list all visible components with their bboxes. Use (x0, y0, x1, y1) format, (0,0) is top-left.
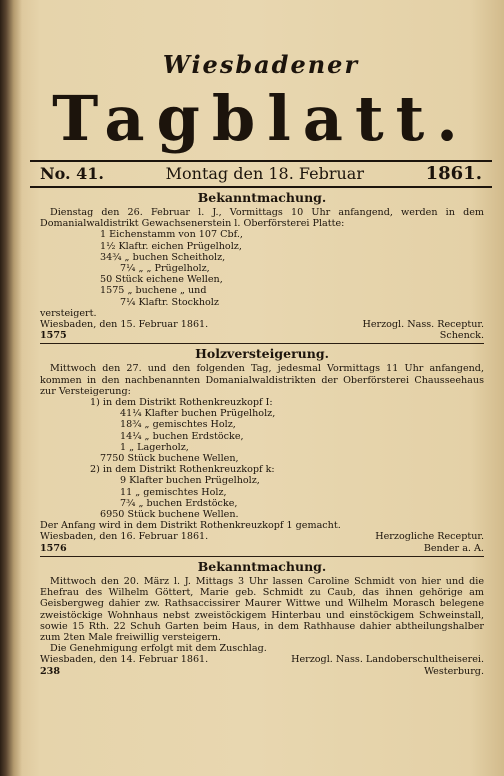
issue-date: Montag den 18. Februar (165, 164, 364, 183)
list-item: 7750 Stück buchene Wellen, (100, 453, 239, 465)
notice-number-row (40, 330, 484, 341)
list-item: 7¼ „ „ Prügelholz, (120, 263, 210, 275)
issue-year: 1861. (425, 163, 482, 184)
notice-heading: Bekanntmachung. (197, 190, 327, 205)
notice-body: Mittwoch den 20. März l. J. Mittags 3 Uhr lassen Caroline Schmidt von hier und die Ehefrau des Wilhelm Göttert, Marie geb. Schmidt zu Caub, das ihnen gehörige am Geisbergweg dahier zw. Rathsaccissirer Maurer Wittwe und Wilhelm Morasch belegene zweistöckige Wohnhaus nebst zweistöckigem Hinterbau und einstöckigem Schweinstall, sowie 15 Rth. 22 Schuh Garten beim Haus, in dem Rathhause dahier abtheilungshalber zum 2ten Male freiwillig versteigern. (40, 575, 484, 643)
notice-signature-row (40, 531, 484, 542)
list-item: 1 Eichenstamm von 107 Cbf., (100, 229, 243, 241)
list-item: 11 „ gemischtes Holz, (120, 486, 227, 498)
notice-heading: Holzversteigerung. (195, 346, 329, 362)
book-spine (0, 0, 22, 776)
notice-heading: Bekanntmachung. (197, 558, 327, 574)
list-item: 34¾ „ buchen Scheitholz, (100, 251, 226, 263)
notice-number: 1576 (40, 542, 67, 554)
notice-bekanntmachung-2 (30, 559, 492, 677)
notice-intro: Dienstag den 26. Februar l. J., Vormittags 10 Uhr anfangend, werden in dem Domanialwaldistrikt Gewachsenerstein l. Oberförsterei Platte: (40, 207, 484, 230)
notice-signer: Herzogl. Nass. Receptur. (362, 319, 484, 331)
list-item: 18¾ „ gemischtes Holz, (120, 419, 236, 431)
notice-number-row (40, 666, 484, 677)
notice-signature-row (40, 319, 484, 330)
list-item: 9 Klafter buchen Prügelholz, (120, 475, 260, 487)
list-item: 41¼ Klafter buchen Prügelholz, (120, 408, 276, 420)
page-content (30, 10, 492, 762)
notice-closing: Die Genehmigung erfolgt mit dem Zuschlag. (50, 643, 267, 655)
separator (40, 343, 484, 344)
list-item: 7¼ Klaftr. Stockholz (120, 296, 219, 308)
masthead-rule-bottom (30, 186, 492, 188)
notice-signer: Herzogliche Receptur. (375, 531, 484, 543)
notice-closing: Der Anfang wird in dem Distrikt Rothenkreuzkopf 1 gemacht. (40, 520, 341, 532)
masthead-title-small: Wiesbadener (162, 50, 360, 79)
list-item: 50 Stück eichene Wellen, (100, 274, 223, 286)
list-item: 6950 Stück buchene Wellen. (100, 509, 239, 521)
notice-place-date: Wiesbaden, den 15. Februar 1861. (40, 319, 209, 331)
dateline (30, 162, 492, 186)
notice-name: Schenck. (439, 330, 484, 342)
notice-number-row (40, 543, 484, 554)
district-line: 2) in dem Distrikt Rothenkreuzkopf k: (90, 464, 275, 476)
notice-name: Westerburg. (424, 665, 484, 677)
district-line: 1) in dem Distrikt Rothenkreuzkopf I: (90, 397, 273, 409)
issue-number: No. 41. (40, 164, 104, 183)
list-item: 1½ Klaftr. eichen Prügelholz, (100, 240, 242, 252)
notice-signer: Herzogl. Nass. Landoberschultheiserei. (291, 654, 484, 666)
notice-place-date: Wiesbaden, den 16. Februar 1861. (40, 531, 209, 543)
notice-name: Bender a. A. (423, 542, 484, 554)
notice-number: 1575 (40, 330, 67, 342)
notice-signature-row (40, 654, 484, 665)
notice-holzversteigerung (30, 346, 492, 553)
separator (40, 556, 484, 557)
notice-closing: versteigert. (40, 307, 97, 319)
notice-place-date: Wiesbaden, den 14. Februar 1861. (40, 654, 209, 666)
list-item: 1575 „ buchene „ und (100, 285, 207, 297)
list-item: 14¼ „ buchen Erdstöcke, (120, 430, 244, 442)
notice-bekanntmachung-1 (30, 190, 492, 341)
masthead-title-big: Tagblatt. (52, 82, 470, 155)
notice-number: 238 (40, 665, 61, 677)
notice-intro: Mittwoch den 27. und den folgenden Tag, jedesmal Vormittags 11 Uhr anfangend, kommen in den nachbenannten Domanialwaldistrikten der Oberförsterei Chausseehaus zur Versteigerung: (40, 363, 484, 397)
list-item: 7¾ „ buchen Erdstöcke, (120, 497, 238, 509)
list-item: 1 „ Lagerholz, (120, 441, 189, 453)
